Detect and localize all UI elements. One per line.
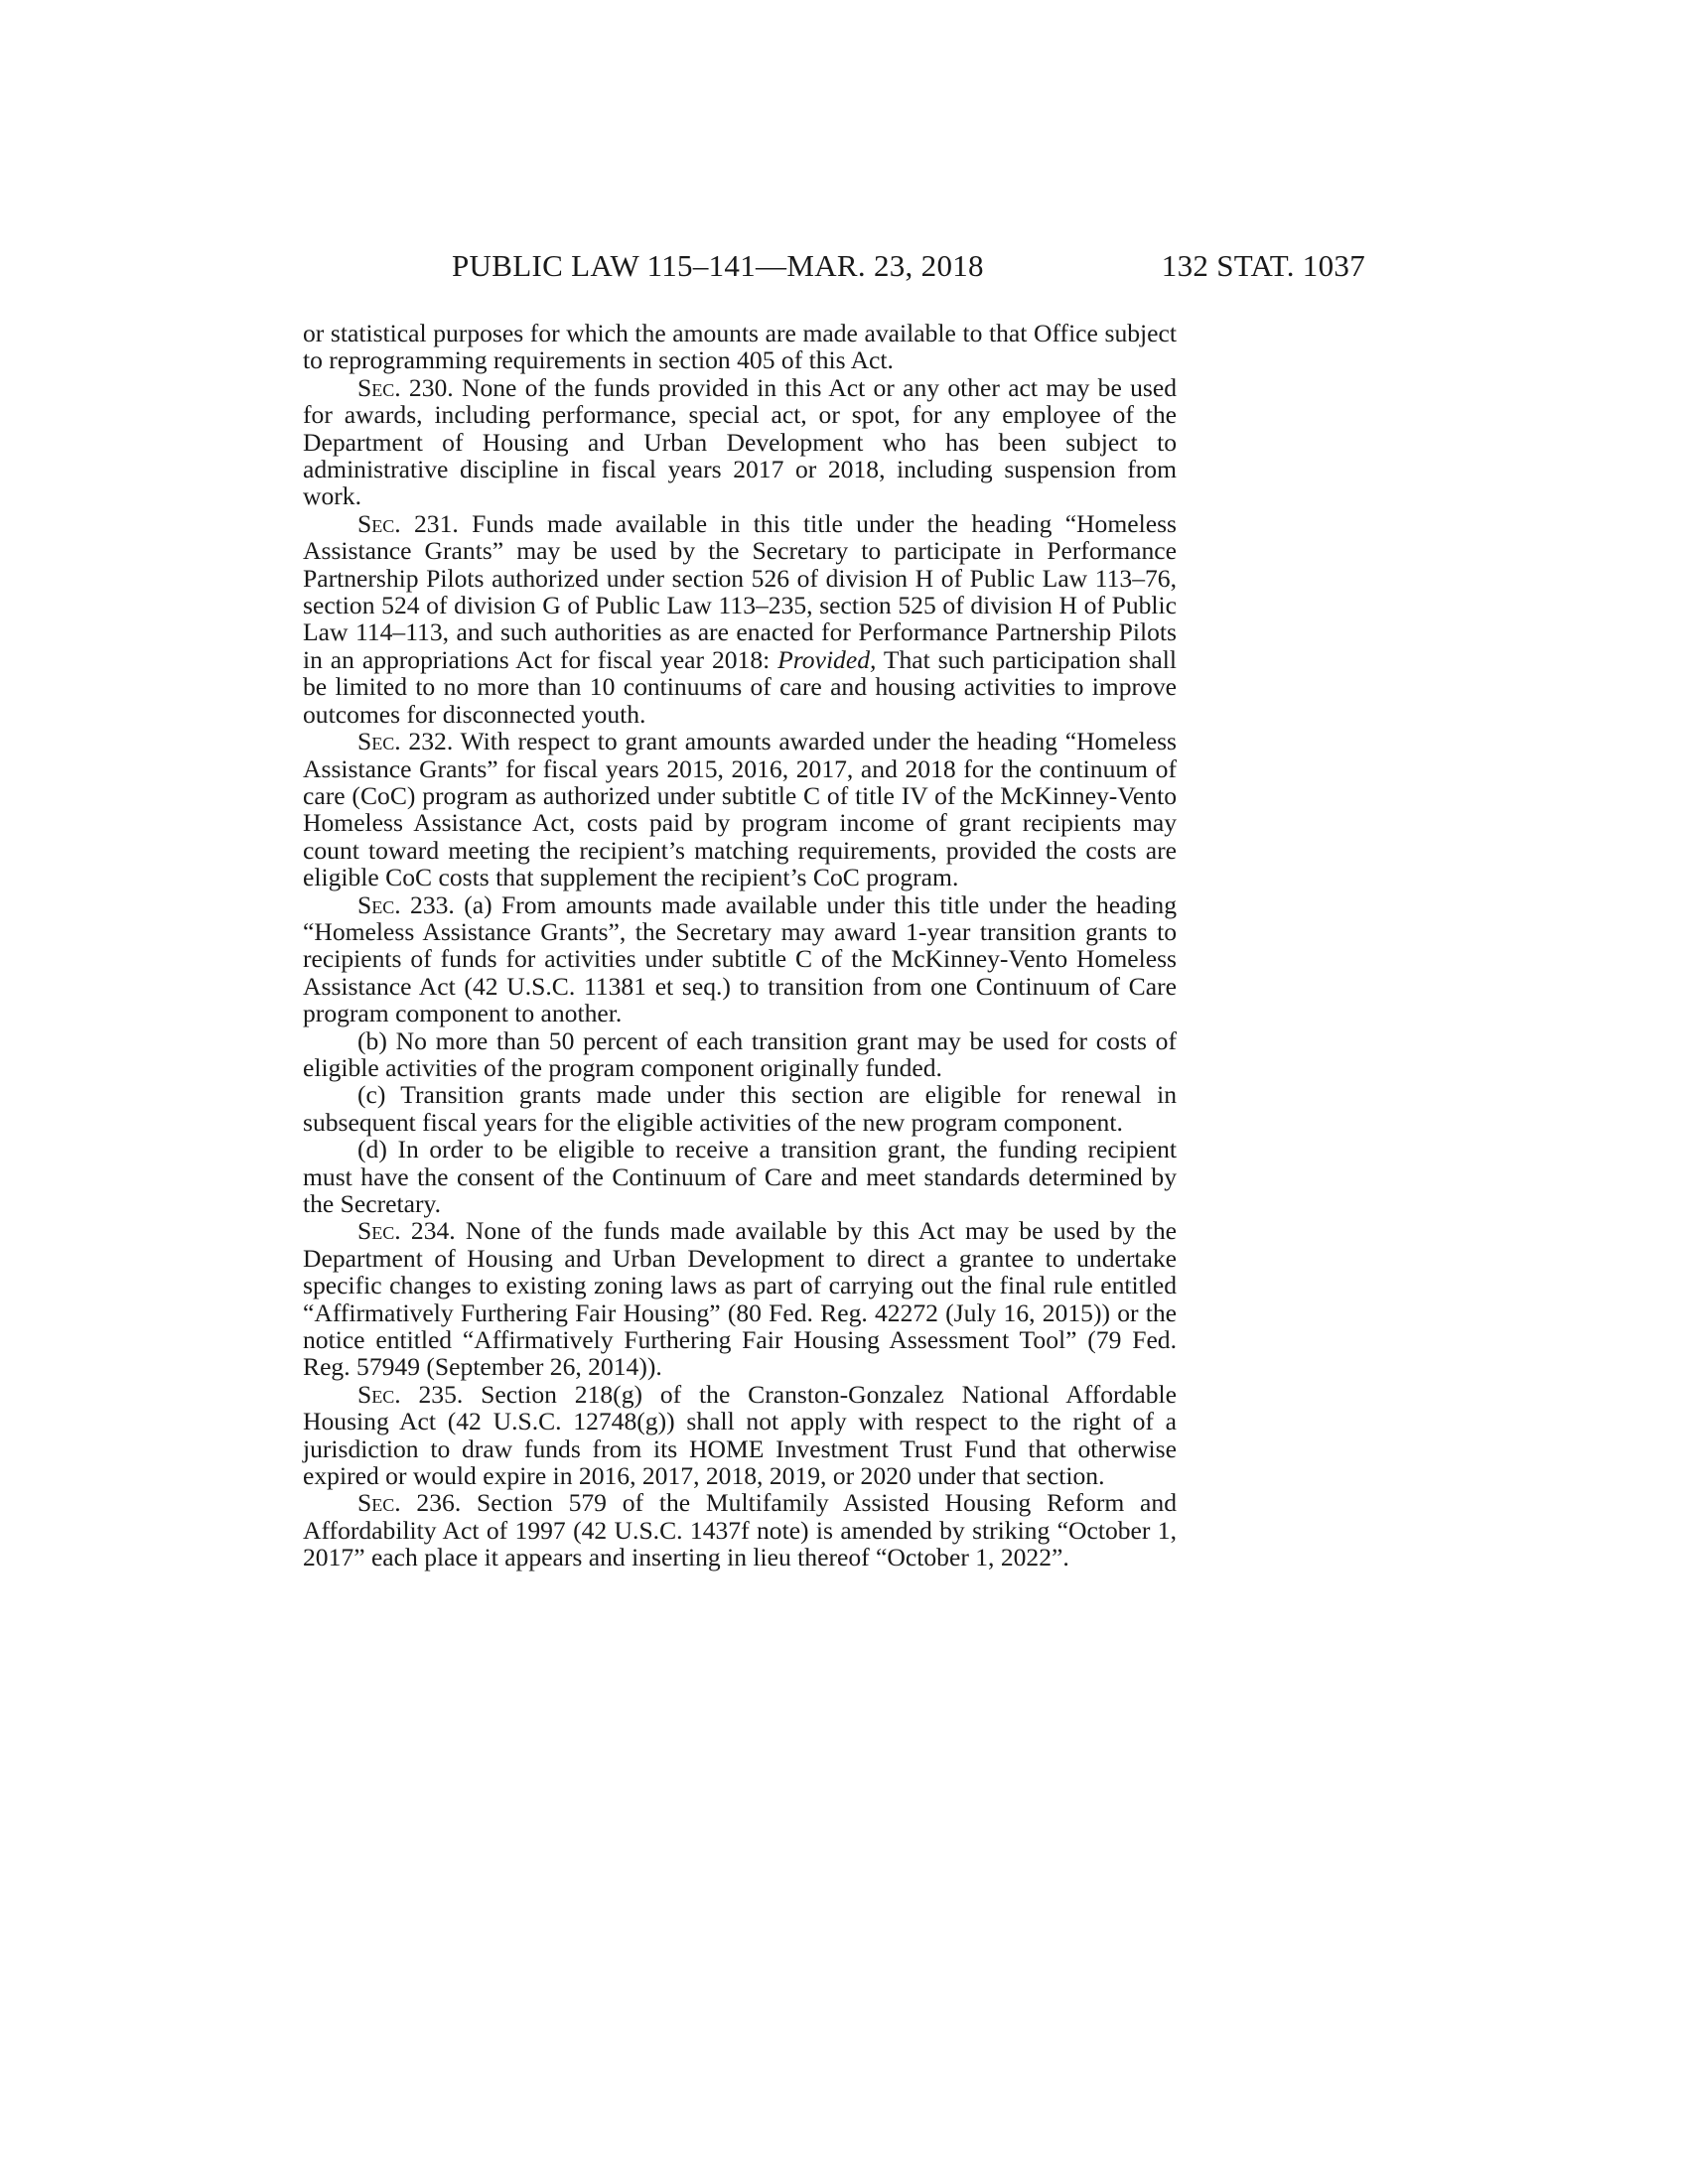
body-text xyxy=(303,320,1177,1571)
paragraph-text: 235. Section 218(g) of the Cranston-Gonzalez National Affordable Housing Act (42 U.S.C. 12748(g)) shall not apply with respect to the right of a jurisdiction to draw funds from its HOME Investment Trust Fund that otherwise expired or would expire in 2016, 2017, 2018, 2019, or 2020 under that section. xyxy=(303,1379,1177,1491)
proviso-italic: Provided, xyxy=(777,644,877,674)
paragraph-text-after: That such participation shall be limited to no more than 10 continuums of care and housing activities to improve outcomes for disconnected youth. xyxy=(303,644,1177,729)
section-label: Sec. xyxy=(357,1488,401,1518)
paragraph-text: 234. None of the funds made available by this Act may be used by the Department of Housing and Urban Development to direct a grantee to undertake specific changes to existing zoning laws as part of carrying out the final rule entitled “Affirmatively Furthering Fair Housing” (80 Fed. Reg. 42272 (July 16, 2015)) or the notice entitled “Affirmatively Furthering Fair Housing Assessment Tool” (79 Fed. Reg. 57949 (September 26, 2014)). xyxy=(303,1216,1177,1382)
section-232 xyxy=(303,728,1177,890)
section-label: Sec. xyxy=(357,1216,401,1246)
section-label: Sec. xyxy=(357,508,401,538)
section-236 xyxy=(303,1489,1177,1570)
section-233-a xyxy=(303,891,1177,1027)
section-label: Sec. xyxy=(357,889,401,919)
section-235 xyxy=(303,1381,1177,1490)
paragraph-text: 232. With respect to grant amounts awarded under the heading “Homeless Assistance Grants” for fiscal years 2015, 2016, 2017, and 2018 for the continuum of care (CoC) program as authorized under subtitle C of title IV of the McKinney-Vento Homeless Assistance Act, costs paid by program income of grant recipients may count toward meeting the recipient’s matching requirements, provided the costs are eligible CoC costs that supplement the recipient’s CoC program. xyxy=(303,727,1177,892)
paragraph-text: (d) In order to be eligible to receive a transition grant, the funding recipient must have the consent of the Continuum of Care and meet standards determined by the Secretary. xyxy=(303,1135,1177,1218)
section-231 xyxy=(303,510,1177,728)
statute-page-number: 132 STAT. 1037 xyxy=(1161,248,1365,283)
paragraph-text: 236. Section 579 of the Multifamily Assisted Housing Reform and Affordability Act of 1997 (42 U.S.C. 1437f note) is amended by striking “October 1, 2017” each place it appears and inserting in lieu thereof “October 1, 2022”. xyxy=(303,1488,1177,1572)
paragraph-continuation xyxy=(303,320,1177,374)
paragraph-text: 230. None of the funds provided in this Act or any other act may be used for awards, including performance, special act, or spot, for any employee of the Department of Housing and Urban Development who has been subject to administrative discipline in fiscal years 2017 or 2018, including suspension from work. xyxy=(303,372,1177,511)
paragraph-text: (b) No more than 50 percent of each transition grant may be used for costs of eligible activities of the program component originally funded. xyxy=(303,1025,1177,1082)
running-head-title: PUBLIC LAW 115–141—MAR. 23, 2018 xyxy=(452,248,984,283)
section-233-b xyxy=(303,1027,1177,1082)
paragraph-text: or statistical purposes for which the amounts are made available to that Office subject to reprogramming requirements in section 405 of this Act. xyxy=(303,319,1177,375)
section-label: Sec. xyxy=(357,727,401,756)
section-label: Sec. xyxy=(357,372,401,402)
page-header xyxy=(452,246,1365,286)
section-233-c xyxy=(303,1081,1177,1136)
paragraph-text: 231. Funds made available in this title under the heading “Homeless Assistance Grants” may be used by the Secretary to participate in Performance Partnership Pilots authorized under section 526 of division H of Public Law 113–76, section 524 of division G of Public Law 113–235, section 525 of division H of Public Law 114–113, and such authorities as are enacted for Performance Partnership Pilots in an appropriations Act for fiscal year 2018: xyxy=(303,508,1177,674)
paragraph-text: (c) Transition grants made under this section are eligible for renewal in subsequent fiscal years for the eligible activities of the new program component. xyxy=(303,1080,1177,1137)
section-233-d xyxy=(303,1136,1177,1217)
paragraph-text: 233. (a) From amounts made available under this title under the heading “Homeless Assistance Grants”, the Secretary may award 1-year transition grants to recipients of funds for activities under subtitle C of the McKinney-Vento Homeless Assistance Act (42 U.S.C. 11381 et seq.) to transition from one Continuum of Care program component to another. xyxy=(303,889,1177,1028)
section-234 xyxy=(303,1217,1177,1380)
section-label: Sec. xyxy=(357,1379,401,1409)
section-230 xyxy=(303,374,1177,510)
